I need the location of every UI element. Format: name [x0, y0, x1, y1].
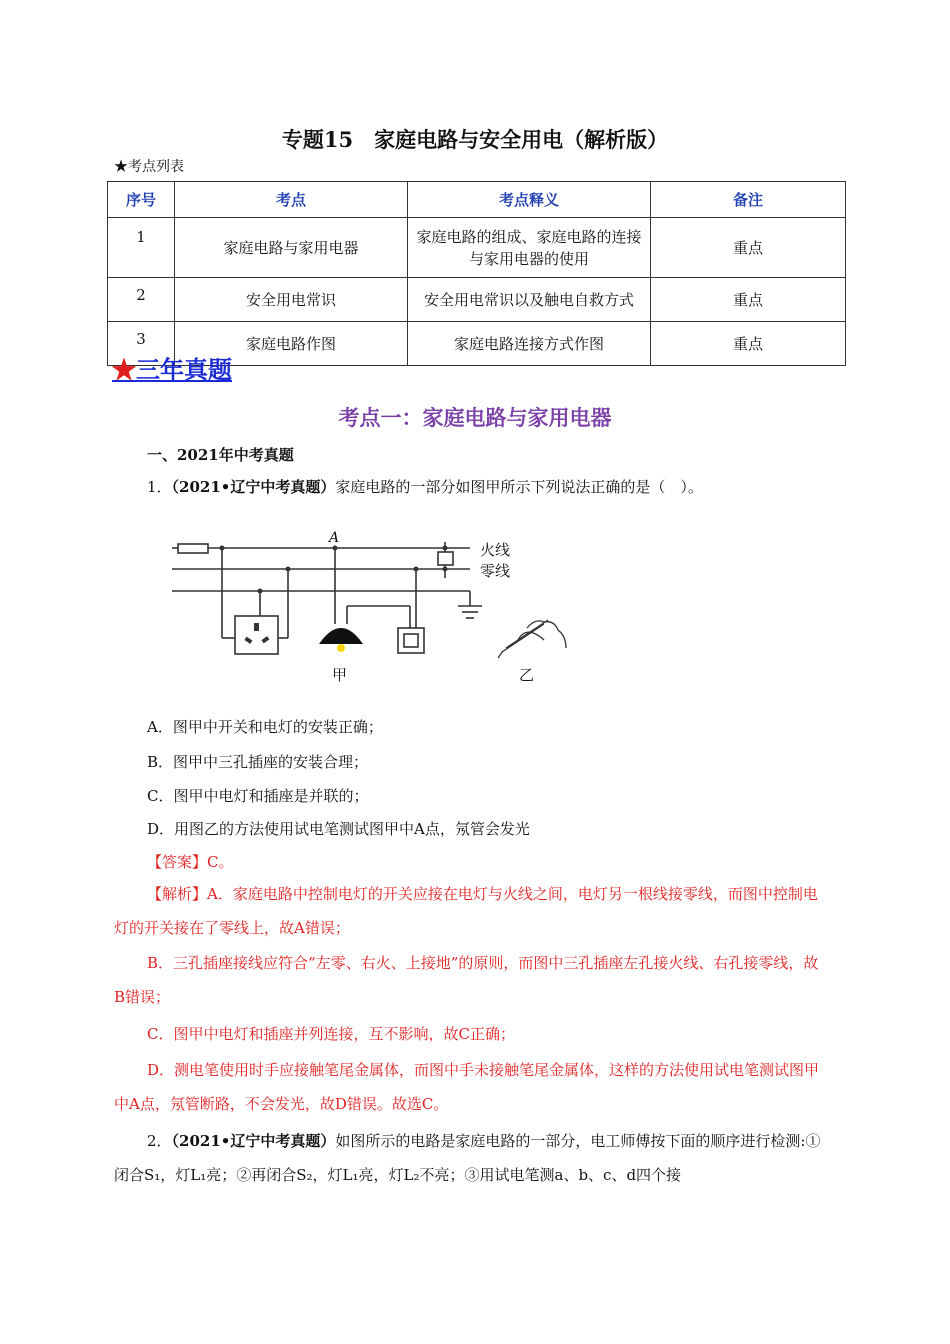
lamp-icon	[319, 628, 363, 644]
header-desc: 考点释义	[408, 182, 651, 218]
row-topic: 家庭电路与家用电器	[175, 218, 408, 278]
row-num: 3	[108, 322, 175, 366]
figure-jia-label: 甲	[332, 666, 348, 684]
option-b: B．图甲中三孔插座的安装合理；	[147, 753, 369, 771]
question-source: （2021•辽宁中考真题）	[171, 478, 336, 496]
subsection-title: 一、2021年中考真题	[147, 446, 294, 464]
three-hole-socket-icon	[235, 616, 278, 654]
question-text: 如图所示的电路是家庭电路的一部分，电工师傅按下面的顺序进行检测:① 闭合S₁，灯L₁亮；②再闭合S₂，灯L₁亮，灯L₂不亮；③用试电笔测a、b、c、d四个接	[114, 1132, 821, 1184]
test-pen-hand-icon	[498, 620, 566, 658]
answer-line	[147, 851, 234, 872]
live-wire-label: 火线	[480, 541, 511, 559]
answer-tag: 【答案】	[147, 853, 208, 871]
table-row	[108, 278, 846, 322]
switch-box-icon	[398, 628, 424, 653]
figure-yi-label: 乙	[519, 666, 535, 684]
header-num: 序号	[108, 182, 175, 218]
document-title: 专题15 家庭电路与安全用电（解析版）	[281, 127, 669, 152]
analysis-tag: 【解析】	[147, 885, 208, 903]
point-a-label: A	[329, 530, 340, 546]
table-header-row	[108, 182, 846, 218]
question-1-stem	[147, 476, 703, 497]
row-note: 重点	[651, 278, 846, 322]
row-note: 重点	[651, 218, 846, 278]
circuit-figure	[172, 520, 582, 688]
row-desc: 家庭电路连接方式作图	[408, 322, 651, 366]
answer-value: C。	[207, 853, 234, 871]
socket-hole	[254, 623, 259, 631]
row-num: 2	[108, 278, 175, 322]
question-source: （2021•辽宁中考真题）	[171, 1132, 336, 1150]
topic-list-label: ★考点列表	[114, 159, 184, 175]
banner-text: 三年真题	[136, 355, 232, 384]
header-note: 备注	[651, 182, 846, 218]
header-topic: 考点	[175, 182, 408, 218]
question-text: 家庭电路的一部分如图甲所示下列说法正确的是（ ）。	[335, 478, 703, 496]
row-desc	[408, 218, 651, 278]
option-d: D．用图乙的方法使用试电笔测试图甲中A点，氖管会发光	[147, 820, 530, 838]
analysis-d: D．测电笔使用时手应接触笔尾金属体，而图中手未接触笔尾金属体，这样的方法使用试电笔测试图甲中A点，氖管断路，不会发光，故D错误。故选C。	[114, 1061, 820, 1113]
analysis-c: C．图甲中电灯和插座并列连接，互不影响，故C正确；	[147, 1025, 515, 1043]
row-topic: 安全用电常识	[175, 278, 408, 322]
row-desc: 安全用电常识以及触电自救方式	[408, 278, 651, 322]
question-2	[114, 1124, 826, 1192]
analysis-b: B．三孔插座接线应符合“左零、右火、上接地”的原则，而图中三孔插座左孔接火线、右孔接零线，故B错误；	[114, 954, 819, 1006]
question-number: 2．	[147, 1132, 172, 1150]
section-title: 考点一：家庭电路与家用电器	[338, 405, 612, 430]
question-number: 1．	[147, 478, 172, 496]
analysis-a	[114, 877, 826, 945]
row-desc-line2: 与家用电器的使用	[468, 249, 589, 268]
topic-table	[107, 181, 846, 366]
analysis-a-text: A．家庭电路中控制电灯的开关应接在电灯与火线之间，电灯另一根线接零线，而图中控制电灯的开关接在了零线上，故A错误；	[114, 885, 818, 937]
star-icon: ★	[112, 355, 136, 384]
neutral-wire-label: 零线	[480, 562, 511, 580]
row-topic: 家庭电路作图	[175, 322, 408, 366]
option-a: A．图甲中开关和电灯的安装正确；	[147, 718, 383, 736]
fuse-icon	[178, 544, 208, 553]
table-row	[108, 218, 846, 278]
option-c: C．图甲中电灯和插座是并联的；	[147, 787, 369, 805]
three-year-banner	[112, 350, 232, 385]
row-desc-line1: 家庭电路的组成、家庭电路的连接	[416, 227, 642, 246]
row-num: 1	[108, 218, 175, 278]
row-note: 重点	[651, 322, 846, 366]
